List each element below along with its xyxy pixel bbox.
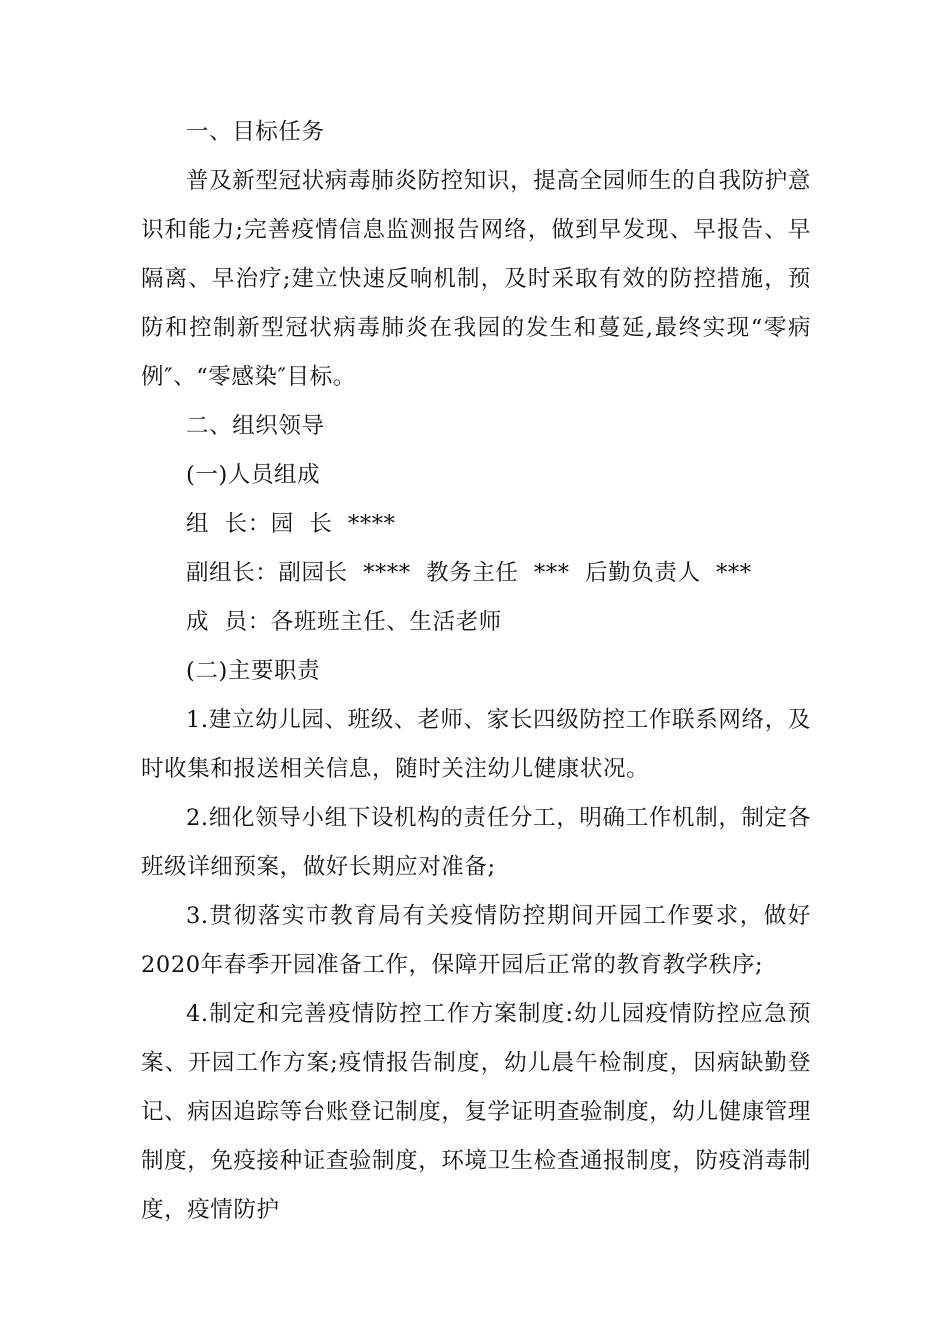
subheading-personnel: (一)人员组成 [186, 462, 321, 488]
leader-line: 组 长：园 长 **** [186, 511, 396, 537]
section-heading-organization: 二、组织领导 [186, 413, 325, 439]
members-line: 成 员：各班班主任、生活老师 [186, 609, 502, 635]
duty-item-3: 3.贯彻落实市教育局有关疫情防控期间开园工作要求，做好2020年春季开园准备工作，保障开园后正常的教育教学秩序; [141, 903, 811, 978]
duty-item-1: 1.建立幼儿园、班级、老师、家长四级防控工作联系网络，及时收集和报送相关信息，随时关注幼儿健康状况。 [141, 707, 811, 782]
section-heading-goals: 一、目标任务 [186, 119, 325, 145]
deputy-leader-line: 副组长：副园长 **** 教务主任 *** 后勤负责人 *** [186, 560, 752, 586]
duty-item-2: 2.细化领导小组下设机构的责任分工，明确工作机制，制定各班级详细预案，做好长期应对准备; [141, 805, 811, 880]
document-page [141, 108, 811, 1235]
duty-item-4: 4.制定和完善疫情防控工作方案制度:幼儿园疫情防控应急预案、开园工作方案;疫情报告制度，幼儿晨午检制度，因病缺勤登记、病因追踪等台账登记制度，复学证明查验制度，幼儿健康管理制度，免疫接种证查验制度，环境卫生检查通报制度，防疫消毒制度，疫情防护 [141, 1001, 811, 1223]
subheading-duties: (二)主要职责 [186, 658, 321, 684]
goals-paragraph: 普及新型冠状病毒肺炎防控知识，提高全园师生的自我防护意识和能力;完善疫情信息监测报告网络，做到早发现、早报告、早隔离、早治疗;建立快速反响机制，及时采取有效的防控措施，预防和控制新型冠状病毒肺炎在我园的发生和蔓延,最终实现“零病例″、“零感染″目标。 [141, 168, 811, 390]
